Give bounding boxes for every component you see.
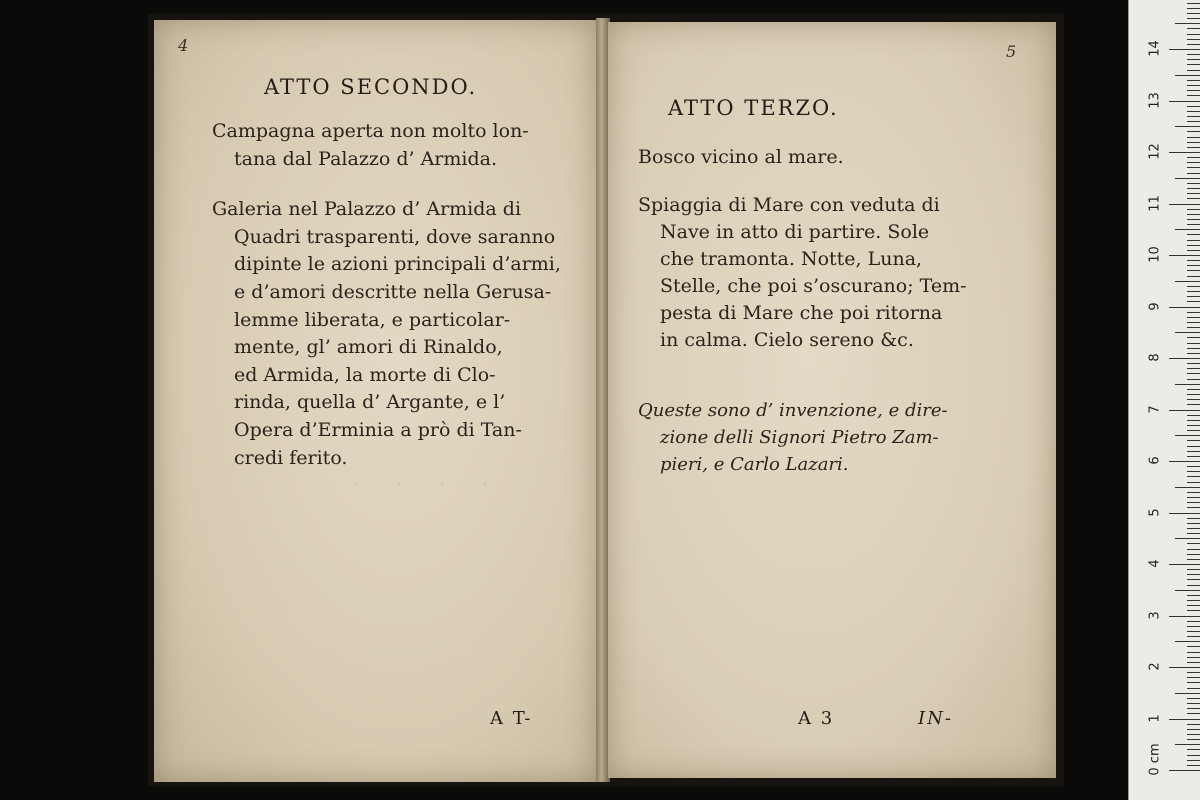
italic-note-line: pieri, e Carlo Lazari. bbox=[660, 454, 849, 475]
ruler-tick bbox=[1175, 641, 1200, 642]
right-page bbox=[608, 22, 1056, 778]
ruler-tick bbox=[1187, 363, 1200, 364]
ruler-tick bbox=[1187, 703, 1200, 704]
text-line: tana dal Palazzo d’ Armida. bbox=[234, 148, 498, 170]
text-line: dipinte le azioni principali d’armi, bbox=[234, 253, 561, 275]
ruler-tick bbox=[1187, 64, 1200, 65]
ruler-tick bbox=[1187, 446, 1200, 447]
ruler-tick bbox=[1175, 487, 1200, 488]
signature-mark: A 3 bbox=[798, 708, 835, 729]
ruler-tick bbox=[1187, 760, 1200, 761]
act-heading: ATTO SECONDO. bbox=[264, 75, 478, 99]
ruler-tick bbox=[1187, 755, 1200, 756]
ruler-tick bbox=[1187, 466, 1200, 467]
ruler-tick bbox=[1187, 276, 1200, 277]
ruler-tick bbox=[1187, 368, 1200, 369]
ruler-tick bbox=[1187, 39, 1200, 40]
ruler-tick bbox=[1187, 59, 1200, 60]
ruler-tick bbox=[1187, 3, 1200, 4]
ruler-tick bbox=[1175, 693, 1200, 694]
ruler-number: 8 bbox=[1147, 353, 1163, 362]
page-number: 5 bbox=[1006, 42, 1017, 61]
ruler-tick bbox=[1187, 739, 1200, 740]
ruler-tick bbox=[1169, 719, 1200, 720]
ruler-tick bbox=[1187, 425, 1200, 426]
ruler-number: 13 bbox=[1147, 91, 1163, 109]
text-line: mente, gl’ amori di Rinaldo, bbox=[234, 336, 503, 358]
ruler-number: 9 bbox=[1147, 301, 1163, 311]
ruler-tick bbox=[1187, 214, 1200, 215]
ruler-number: 12 bbox=[1147, 143, 1163, 160]
ruler-tick bbox=[1187, 729, 1200, 730]
ruler-tick bbox=[1187, 456, 1200, 457]
ruler-tick bbox=[1187, 595, 1200, 596]
ruler-tick bbox=[1187, 672, 1200, 673]
ruler-tick bbox=[1187, 389, 1200, 390]
ruler-tick bbox=[1187, 559, 1200, 560]
catchword: IN- bbox=[918, 708, 953, 729]
ruler-tick bbox=[1187, 157, 1200, 158]
text-line: lemme liberata, e particolar- bbox=[234, 309, 511, 331]
ruler-tick bbox=[1187, 652, 1200, 653]
ruler-number: 3 bbox=[1147, 610, 1163, 620]
ruler-tick bbox=[1187, 209, 1200, 210]
ruler-tick bbox=[1187, 440, 1200, 441]
text-line: e d’amori descritte nella Gerusa- bbox=[234, 281, 552, 303]
ruler-tick bbox=[1187, 286, 1200, 287]
ruler-tick bbox=[1187, 260, 1200, 261]
bleed-through-text: · · · · bbox=[354, 475, 488, 493]
catchword: A T- bbox=[490, 708, 533, 729]
ruler-tick bbox=[1175, 744, 1200, 745]
ruler-tick bbox=[1187, 471, 1200, 472]
ruler-tick bbox=[1187, 404, 1200, 405]
ruler-tick bbox=[1169, 667, 1200, 668]
open-book bbox=[148, 14, 1064, 786]
ruler-tick bbox=[1187, 198, 1200, 199]
text-line: credi ferito. bbox=[234, 447, 348, 469]
text-line: rinda, quella d’ Argante, e l’ bbox=[234, 391, 506, 413]
ruler-tick bbox=[1175, 229, 1200, 230]
ruler-tick bbox=[1187, 713, 1200, 714]
ruler-tick bbox=[1187, 173, 1200, 174]
italic-note-line: Queste sono d’ invenzione, e dire- bbox=[638, 400, 948, 421]
ruler-tick bbox=[1187, 765, 1200, 766]
text-line: pesta di Mare che poi ritorna bbox=[660, 302, 943, 324]
ruler-tick bbox=[1187, 70, 1200, 71]
ruler-tick bbox=[1187, 724, 1200, 725]
ruler-tick bbox=[1187, 296, 1200, 297]
text-line: ed Armida, la morte di Clo- bbox=[234, 364, 496, 386]
ruler-tick bbox=[1187, 585, 1200, 586]
ruler-tick bbox=[1169, 101, 1200, 102]
ruler-tick bbox=[1187, 85, 1200, 86]
ruler-tick bbox=[1187, 250, 1200, 251]
ruler-tick bbox=[1187, 657, 1200, 658]
ruler-number: 5 bbox=[1147, 507, 1163, 517]
text-line: Opera d’Erminia a prò di Tan- bbox=[234, 419, 522, 441]
ruler-tick bbox=[1187, 482, 1200, 483]
ruler-tick bbox=[1187, 234, 1200, 235]
ruler-tick bbox=[1187, 549, 1200, 550]
ruler-tick bbox=[1175, 590, 1200, 591]
ruler-tick bbox=[1187, 337, 1200, 338]
ruler-unit-label: 0 cm bbox=[1147, 743, 1163, 776]
ruler-tick bbox=[1187, 116, 1200, 117]
ruler-tick bbox=[1187, 13, 1200, 14]
text-line: in calma. Cielo sereno &c. bbox=[660, 329, 914, 351]
ruler-tick bbox=[1187, 646, 1200, 647]
ruler-tick bbox=[1187, 270, 1200, 271]
ruler-tick bbox=[1169, 410, 1200, 411]
ruler-tick bbox=[1187, 600, 1200, 601]
ruler-tick bbox=[1187, 734, 1200, 735]
ruler-number: 7 bbox=[1147, 404, 1163, 414]
ruler-tick bbox=[1169, 152, 1200, 153]
ruler-tick bbox=[1187, 605, 1200, 606]
ruler-number: 6 bbox=[1147, 456, 1163, 465]
ruler-tick bbox=[1187, 492, 1200, 493]
ruler-tick bbox=[1187, 142, 1200, 143]
ruler-tick bbox=[1187, 554, 1200, 555]
ruler-tick bbox=[1187, 698, 1200, 699]
ruler-number: 11 bbox=[1147, 194, 1163, 212]
page-number: 4 bbox=[178, 36, 189, 55]
ruler-tick bbox=[1187, 430, 1200, 431]
ruler-tick bbox=[1187, 399, 1200, 400]
ruler-tick bbox=[1187, 749, 1200, 750]
ruler-tick bbox=[1187, 18, 1200, 19]
ruler-tick bbox=[1187, 224, 1200, 225]
ruler-tick bbox=[1169, 307, 1200, 308]
ruler-tick bbox=[1187, 708, 1200, 709]
ruler-tick bbox=[1187, 44, 1200, 45]
ruler-tick bbox=[1169, 564, 1200, 565]
scale-ruler bbox=[1128, 0, 1200, 800]
text-line: Galeria nel Palazzo d’ Armida di bbox=[212, 198, 522, 220]
ruler-tick bbox=[1187, 8, 1200, 9]
ruler-tick bbox=[1175, 126, 1200, 127]
text-line: che tramonta. Notte, Luna, bbox=[660, 248, 923, 270]
ruler-tick bbox=[1187, 219, 1200, 220]
text-line: Stelle, che poi s’oscurano; Tem- bbox=[660, 275, 967, 297]
ruler-tick bbox=[1187, 301, 1200, 302]
ruler-tick bbox=[1187, 497, 1200, 498]
ruler-tick bbox=[1187, 373, 1200, 374]
ruler-number: 4 bbox=[1147, 559, 1163, 568]
ruler-tick bbox=[1169, 513, 1200, 514]
ruler-tick bbox=[1187, 322, 1200, 323]
ruler-number: 10 bbox=[1147, 246, 1163, 263]
ruler-number: 2 bbox=[1147, 662, 1163, 671]
ruler-tick bbox=[1187, 415, 1200, 416]
ruler-tick bbox=[1187, 523, 1200, 524]
ruler-tick bbox=[1187, 579, 1200, 580]
ruler-number: 1 bbox=[1147, 713, 1163, 723]
ruler-tick bbox=[1187, 610, 1200, 611]
ruler-tick bbox=[1169, 204, 1200, 205]
ruler-tick bbox=[1187, 682, 1200, 683]
ruler-tick bbox=[1187, 451, 1200, 452]
ruler-tick bbox=[1187, 502, 1200, 503]
ruler-tick bbox=[1187, 327, 1200, 328]
ruler-tick bbox=[1187, 317, 1200, 318]
ruler-tick bbox=[1187, 574, 1200, 575]
ruler-tick bbox=[1187, 95, 1200, 96]
ruler-tick bbox=[1187, 245, 1200, 246]
ruler-tick bbox=[1187, 240, 1200, 241]
ruler-tick bbox=[1175, 178, 1200, 179]
ruler-tick bbox=[1187, 353, 1200, 354]
ruler-tick bbox=[1187, 533, 1200, 534]
ruler-tick bbox=[1187, 420, 1200, 421]
ruler-number: 14 bbox=[1147, 40, 1163, 57]
ruler-tick bbox=[1187, 28, 1200, 29]
text-line: Spiaggia di Mare con veduta di bbox=[638, 194, 940, 216]
text-line: Bosco vicino al mare. bbox=[638, 146, 844, 168]
text-line: Nave in atto di partire. Sole bbox=[660, 221, 930, 243]
ruler-tick bbox=[1187, 34, 1200, 35]
ruler-tick bbox=[1187, 636, 1200, 637]
ruler-tick bbox=[1187, 518, 1200, 519]
ruler-tick bbox=[1187, 662, 1200, 663]
text-line: Quadri trasparenti, dove saranno bbox=[234, 226, 556, 248]
ruler-tick bbox=[1175, 23, 1200, 24]
ruler-tick bbox=[1187, 677, 1200, 678]
ruler-tick bbox=[1187, 137, 1200, 138]
ruler-tick bbox=[1187, 193, 1200, 194]
ruler-tick bbox=[1187, 621, 1200, 622]
ruler-tick bbox=[1187, 528, 1200, 529]
ruler-tick bbox=[1187, 348, 1200, 349]
ruler-tick bbox=[1175, 435, 1200, 436]
ruler-tick bbox=[1187, 90, 1200, 91]
ruler-tick bbox=[1187, 183, 1200, 184]
ruler-tick bbox=[1187, 147, 1200, 148]
ruler-tick bbox=[1187, 188, 1200, 189]
ruler-tick bbox=[1187, 569, 1200, 570]
ruler-tick bbox=[1187, 111, 1200, 112]
ruler-tick bbox=[1187, 543, 1200, 544]
ruler-tick bbox=[1187, 631, 1200, 632]
act-heading: ATTO TERZO. bbox=[668, 96, 839, 120]
italic-note-line: zione delli Signori Pietro Zam- bbox=[660, 427, 939, 448]
ruler-tick bbox=[1169, 255, 1200, 256]
ruler-tick bbox=[1169, 461, 1200, 462]
ruler-tick bbox=[1187, 167, 1200, 168]
ruler-tick bbox=[1187, 507, 1200, 508]
ruler-tick bbox=[1187, 476, 1200, 477]
ruler-tick bbox=[1175, 332, 1200, 333]
left-page bbox=[154, 20, 596, 782]
ruler-tick bbox=[1187, 688, 1200, 689]
ruler-tick bbox=[1187, 265, 1200, 266]
ruler-tick bbox=[1187, 379, 1200, 380]
ruler-tick bbox=[1187, 626, 1200, 627]
ruler-tick bbox=[1175, 538, 1200, 539]
ruler-tick bbox=[1187, 131, 1200, 132]
text-line: Campagna aperta non molto lon- bbox=[212, 120, 529, 142]
ruler-tick bbox=[1187, 343, 1200, 344]
ruler-tick bbox=[1187, 106, 1200, 107]
ruler-tick bbox=[1175, 75, 1200, 76]
ruler-tick bbox=[1187, 54, 1200, 55]
ruler-tick bbox=[1187, 80, 1200, 81]
ruler-tick bbox=[1169, 616, 1200, 617]
ruler-tick bbox=[1187, 312, 1200, 313]
ruler-tick bbox=[1169, 358, 1200, 359]
ruler-tick bbox=[1175, 384, 1200, 385]
ruler-tick bbox=[1187, 162, 1200, 163]
ruler-tick bbox=[1187, 394, 1200, 395]
ruler-tick bbox=[1175, 281, 1200, 282]
ruler-tick bbox=[1169, 49, 1200, 50]
ruler-tick bbox=[1169, 770, 1200, 771]
ruler-tick bbox=[1187, 121, 1200, 122]
ruler-tick bbox=[1187, 291, 1200, 292]
